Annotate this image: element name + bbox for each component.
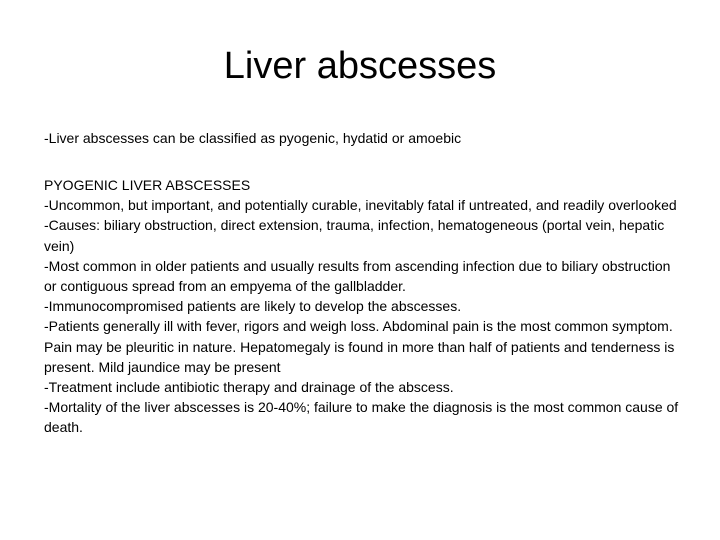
bullet-point: -Patients generally ill with fever, rigors and weigh loss. Abdominal pain is the most common symptom. Pain may be pleuritic in nature. Hepatomegaly is found in more than half of patients and tenderness is present. Mild jaundice may be present [44,318,675,375]
intro-text: -Liver abscesses can be classified as pyogenic, hydatid or amoebic [44,130,462,146]
bullet-point: -Uncommon, but important, and potentially curable, inevitably fatal if untreated, and readily overlooked [44,197,677,214]
slide-title: Liver abscesses [223,45,497,87]
bullet-point: -Causes: biliary obstruction, direct extension, trauma, infection, hematogeneous (portal vein, hepatic vein) [44,217,665,254]
bullet-point: -Immunocompromised patients are likely to develop the abscesses. [44,298,462,315]
bullet-point: -Mortality of the liver abscesses is 20-40%; failure to make the diagnosis is the most common cause of death. [44,399,679,436]
section-heading: PYOGENIC LIVER ABSCESSES [44,177,251,193]
body-text [44,175,684,438]
bullet-point: -Treatment include antibiotic therapy and drainage of the abscess. [44,379,454,396]
bullet-point: -Most common in older patients and usually results from ascending infection due to biliary obstruction or contiguous spread from an empyema of the gallbladder. [44,257,671,295]
